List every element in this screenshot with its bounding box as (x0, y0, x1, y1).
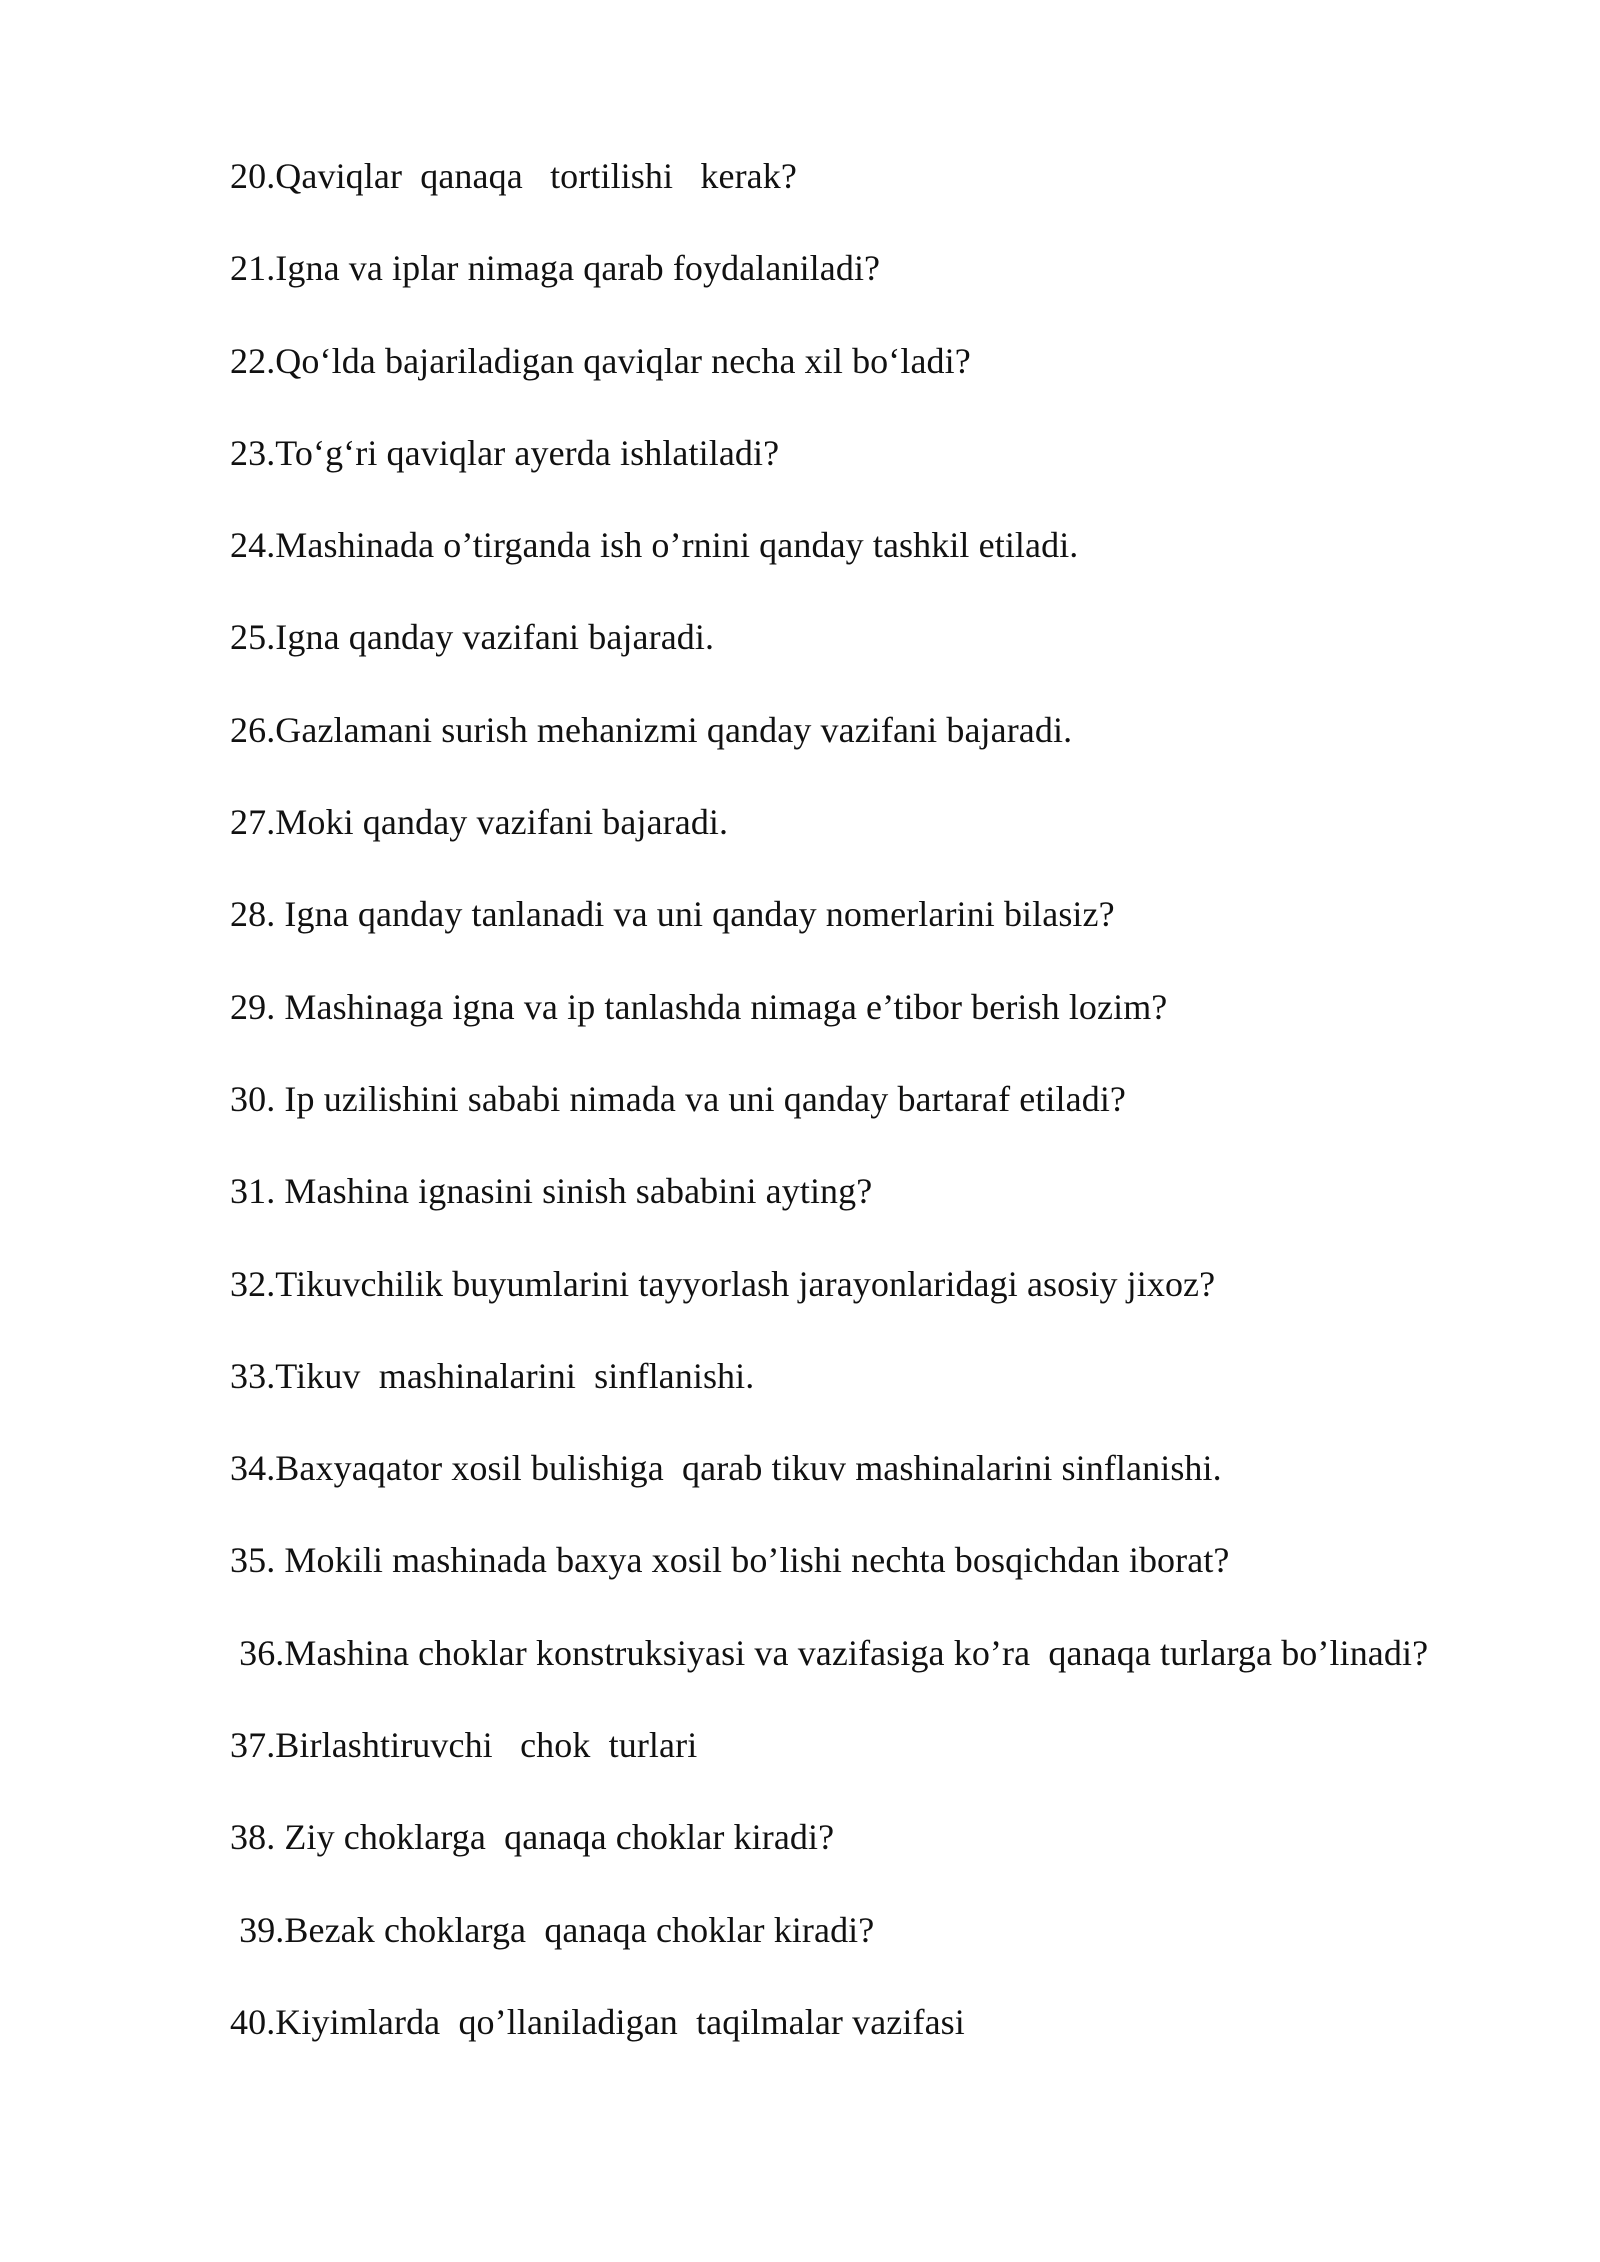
question-item: 22.Qo‘lda bajariladigan qaviqlar necha xil bo‘ladi? (230, 340, 971, 381)
question-item: 26.Gazlamani surish mehanizmi qanday vazifani bajaradi. (230, 709, 1073, 750)
question-item: 31. Mashina ignasini sinish sababini ayting? (230, 1171, 873, 1212)
question-item: 30. Ip uzilishini sababi nimada va uni qanday bartaraf etiladi? (230, 1078, 1126, 1119)
question-item: 34.Baxyaqator xosil bulishiga qarab tikuv mashinalarini sinflanishi. (230, 1448, 1222, 1489)
question-item: 29. Mashinaga igna va ip tanlashda nimaga e’tibor berish lozim? (230, 986, 1168, 1027)
question-item: 28. Igna qanday tanlanadi va uni qanday nomerlarini bilasiz? (230, 894, 1115, 935)
question-item: 21.Igna va iplar nimaga qarab foydalaniladi? (230, 248, 881, 289)
question-item: 37.Birlashtiruvchi chok turlari (230, 1725, 698, 1766)
question-item: 20.Qaviqlar qanaqa tortilishi kerak? (230, 156, 797, 196)
question-item: 35. Mokili mashinada baxya xosil bo’lishi nechta bosqichdan iborat? (230, 1540, 1230, 1581)
question-item: 40.Kiyimlarda qo’llaniladigan taqilmalar vazifasi (230, 2001, 965, 2042)
question-item: 36.Mashina choklar konstruksiyasi va vazifasiga ko’ra qanaqa turlarga bo’linadi? (230, 1632, 1429, 1673)
question-list (230, 150, 1570, 2088)
question-item: 38. Ziy choklarga qanaqa choklar kiradi? (230, 1817, 835, 1858)
question-item: 23.To‘g‘ri qaviqlar ayerda ishlatiladi? (230, 432, 780, 473)
question-item: 27.Moki qanday vazifani bajaradi. (230, 802, 729, 843)
question-item: 33.Tikuv mashinalarini sinflanishi. (230, 1355, 755, 1396)
question-item: 25.Igna qanday vazifani bajaradi. (230, 617, 715, 658)
question-item: 32.Tikuvchilik buyumlarini tayyorlash jarayonlaridagi asosiy jixoz? (230, 1263, 1216, 1304)
question-item: 39.Bezak choklarga qanaqa choklar kiradi? (230, 1909, 875, 1950)
question-item: 24.Mashinada o’tirganda ish o’rnini qanday tashkil etiladi. (230, 525, 1079, 566)
